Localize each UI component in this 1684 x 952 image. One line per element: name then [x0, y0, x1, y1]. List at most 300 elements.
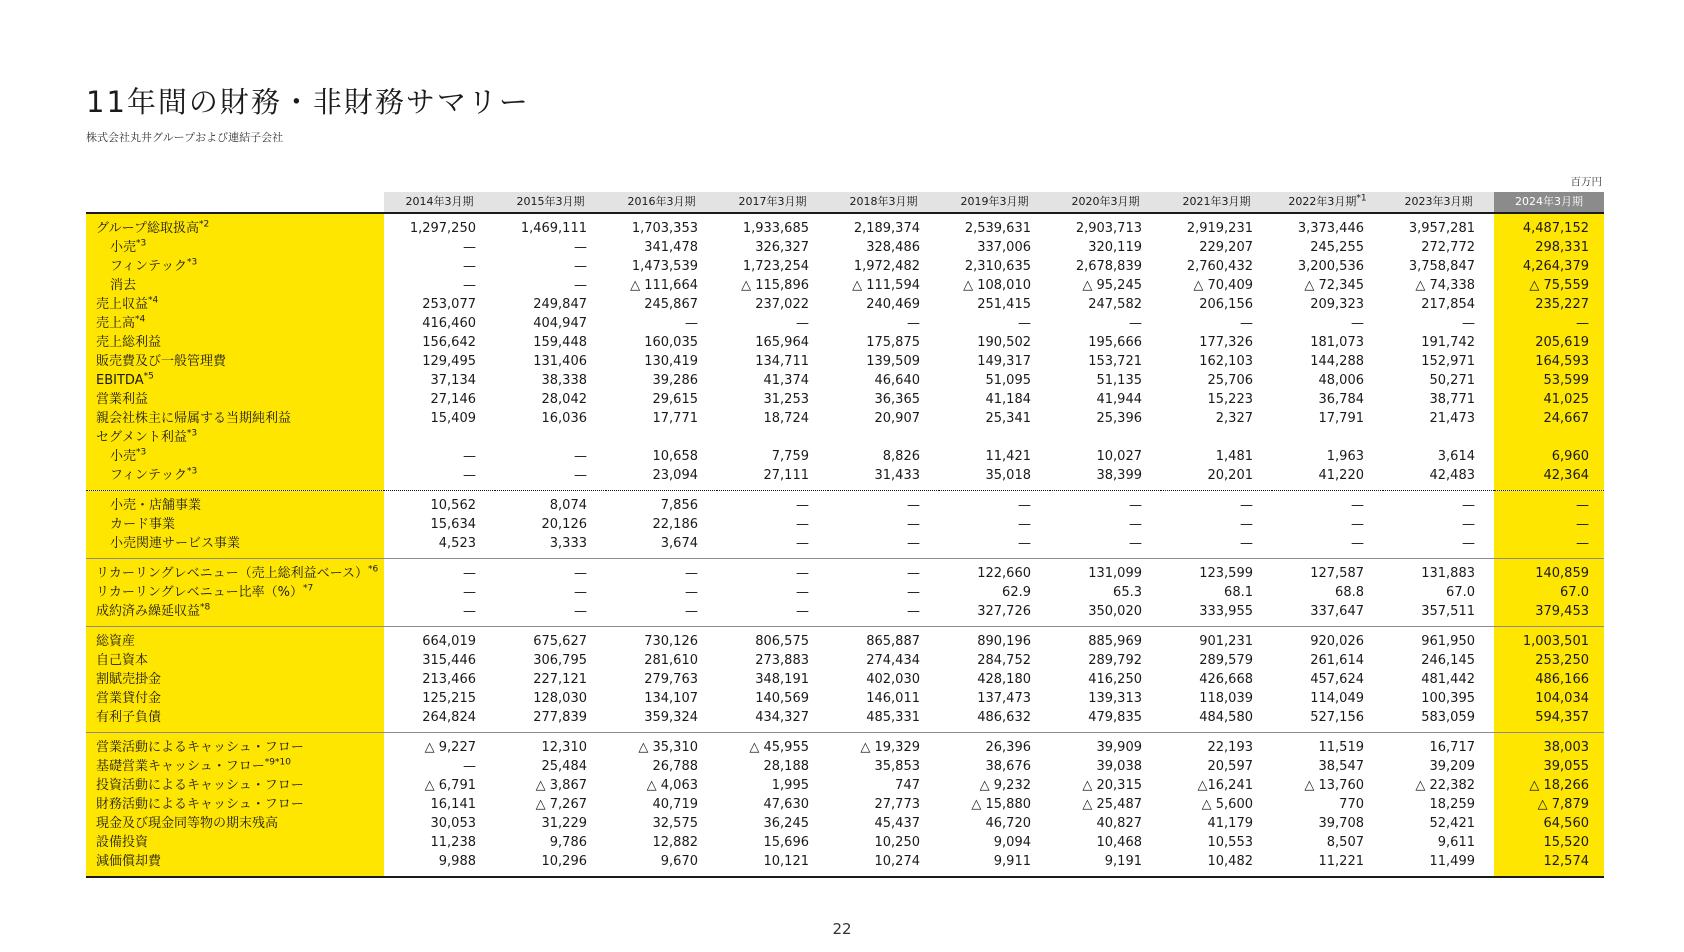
value-cell: 32,575 [652, 816, 698, 831]
row-label-text: リカーリングレベニュー比率（%） [96, 585, 303, 600]
value-cell: 11,421 [985, 449, 1031, 464]
table-row [86, 689, 1604, 708]
value-cell: — [1240, 316, 1253, 331]
spacer-cell [939, 871, 1050, 877]
footnote-mark: *5 [143, 371, 154, 382]
row-label-text: 総資産 [96, 634, 136, 649]
column-header-label: 2014年3月期 [405, 195, 474, 208]
spacer-cell [1050, 871, 1161, 877]
value-cell: 100,395 [1421, 691, 1475, 706]
value-cell: 359,324 [644, 710, 698, 725]
value-cell: 279,763 [644, 672, 698, 687]
value-cell: 35,853 [874, 759, 920, 774]
row-label [86, 534, 384, 553]
value-cell: 337,006 [977, 240, 1031, 255]
value-cell: 29,615 [652, 392, 698, 407]
value-cell: △ 72,345 [1304, 278, 1364, 293]
value-cell: 8,507 [1326, 835, 1364, 850]
row-label-text: 営業貸付金 [96, 691, 162, 706]
value-cell: 38,547 [1318, 759, 1364, 774]
value-cell: △ 75,559 [1494, 276, 1604, 295]
value-cell: — [796, 316, 809, 331]
value-cell: 247,582 [1088, 297, 1142, 312]
row-label-text: 小売 [110, 449, 137, 464]
value-cell: 134,107 [644, 691, 698, 706]
value-cell: 149,317 [977, 354, 1031, 369]
value-cell: — [796, 566, 809, 581]
value-cell: 249,847 [533, 297, 587, 312]
value-cell: 1,473,539 [631, 259, 698, 274]
value-cell: — [463, 585, 476, 600]
value-cell: 40,827 [1096, 816, 1142, 831]
column-header-3 [717, 192, 828, 213]
value-cell: 191,742 [1421, 335, 1475, 350]
value-cell: 28,188 [763, 759, 809, 774]
value-cell: — [907, 566, 920, 581]
value-cell: 11,499 [1429, 854, 1475, 869]
footnote-mark: *7 [302, 583, 314, 594]
table-row [86, 795, 1604, 814]
table-row [86, 814, 1604, 833]
value-cell: △ 7,879 [1494, 795, 1604, 814]
value-cell: — [574, 604, 587, 619]
value-cell: — [574, 566, 587, 581]
value-cell: 315,446 [422, 653, 476, 668]
value-cell: 10,296 [541, 854, 587, 869]
row-label [86, 219, 384, 238]
spacer-cell [828, 871, 939, 877]
row-label [86, 738, 384, 757]
value-cell: — [796, 498, 809, 513]
value-cell: — [796, 585, 809, 600]
table-row [86, 738, 1604, 757]
row-label-text: フィンテック [110, 259, 187, 274]
value-cell: 137,473 [977, 691, 1031, 706]
value-cell: 3,674 [660, 536, 698, 551]
row-label-text: 減価償却費 [96, 854, 162, 869]
value-cell [1494, 428, 1604, 447]
value-cell: 333,955 [1199, 604, 1253, 619]
value-cell: 11,519 [1318, 740, 1364, 755]
value-cell: △ 13,760 [1304, 778, 1364, 793]
value-cell: △ 74,338 [1415, 278, 1475, 293]
value-cell: 272,772 [1421, 240, 1475, 255]
footnote-mark: *3 [136, 447, 147, 458]
value-cell: △ 6,791 [424, 778, 476, 793]
table-row [86, 632, 1604, 651]
row-label-text: 営業利益 [96, 392, 149, 407]
value-cell: — [1129, 517, 1142, 532]
value-cell: 35,018 [985, 468, 1031, 483]
value-cell: 30,053 [430, 816, 476, 831]
value-cell: 50,271 [1429, 373, 1475, 388]
value-cell: 18,259 [1429, 797, 1475, 812]
company-subtitle: 株式会社丸井グループおよび連結子会社 [86, 131, 284, 144]
row-label-text: 財務活動によるキャッシュ・フロー [96, 797, 304, 812]
value-cell: 36,245 [763, 816, 809, 831]
value-cell: 38,003 [1494, 738, 1604, 757]
footnote-mark: *3 [136, 238, 147, 249]
value-cell: 3,758,847 [1408, 259, 1475, 274]
row-label-text: 売上高 [96, 316, 136, 331]
value-cell: 350,020 [1088, 604, 1142, 619]
value-cell: 486,166 [1494, 670, 1604, 689]
value-cell: 1,963 [1326, 449, 1364, 464]
value-cell: △ 15,880 [971, 797, 1031, 812]
value-cell: — [685, 604, 698, 619]
value-cell: 128,030 [533, 691, 587, 706]
value-cell: 118,039 [1199, 691, 1253, 706]
value-cell: 1,723,254 [742, 259, 809, 274]
value-cell: △ 115,896 [741, 278, 809, 293]
value-cell: 213,466 [422, 672, 476, 687]
table-row [86, 428, 1604, 447]
value-cell: 41,374 [763, 373, 809, 388]
value-cell: — [796, 604, 809, 619]
value-cell: 164,593 [1494, 352, 1604, 371]
value-cell: — [685, 585, 698, 600]
value-cell: 27,146 [430, 392, 476, 407]
row-label-text: 成約済み繰延収益 [96, 604, 201, 619]
value-cell: 130,419 [644, 354, 698, 369]
row-label [86, 409, 384, 428]
value-cell: 237,022 [755, 297, 809, 312]
value-cell: 2,310,635 [964, 259, 1031, 274]
value-cell: 22,186 [652, 517, 698, 532]
value-cell: — [1494, 534, 1604, 553]
value-cell: — [463, 449, 476, 464]
value-cell: 2,903,713 [1075, 221, 1142, 236]
value-cell: — [463, 259, 476, 274]
value-cell: 235,227 [1494, 295, 1604, 314]
row-label [86, 776, 384, 795]
value-cell: — [1018, 498, 1031, 513]
value-cell: 159,448 [533, 335, 587, 350]
table-row [86, 651, 1604, 670]
value-cell: 47,630 [763, 797, 809, 812]
table-row [86, 314, 1604, 333]
table-row [86, 295, 1604, 314]
value-cell: 3,373,446 [1297, 221, 1364, 236]
row-label-text: 営業活動によるキャッシュ・フロー [96, 740, 304, 755]
value-cell: 139,313 [1088, 691, 1142, 706]
value-cell: 484,580 [1199, 710, 1253, 725]
value-cell: — [685, 566, 698, 581]
value-cell: — [1129, 498, 1142, 513]
value-cell: 3,957,281 [1408, 221, 1475, 236]
column-header-0 [384, 192, 495, 213]
value-cell: 901,231 [1199, 634, 1253, 649]
value-cell: 46,640 [874, 373, 920, 388]
table-row [86, 708, 1604, 727]
table-row [86, 496, 1604, 515]
column-header-label: 2015年3月期 [516, 195, 585, 208]
spacer-cell [1383, 871, 1494, 877]
value-cell: — [463, 240, 476, 255]
row-label [86, 814, 384, 833]
table-row [86, 670, 1604, 689]
value-cell: 583,059 [1421, 710, 1475, 725]
table-row [86, 276, 1604, 295]
row-label [86, 352, 384, 371]
value-cell: △ 108,010 [963, 278, 1031, 293]
footnote-mark: *6 [367, 564, 379, 575]
value-cell: 2,189,374 [853, 221, 920, 236]
value-cell: 68.8 [1335, 585, 1364, 600]
value-cell: 129,495 [422, 354, 476, 369]
value-cell: 341,478 [644, 240, 698, 255]
footnote-mark: *8 [200, 602, 211, 613]
row-label [86, 447, 384, 466]
value-cell: 6,960 [1494, 447, 1604, 466]
value-cell: 15,223 [1207, 392, 1253, 407]
value-cell [495, 428, 606, 447]
row-label-text: 割賦売掛金 [96, 672, 162, 687]
value-cell: — [1462, 498, 1475, 513]
table-body [86, 213, 1604, 877]
footnote-mark: *4 [148, 295, 159, 306]
value-cell: — [907, 536, 920, 551]
page-title: 11年間の財務・非財務サマリー [86, 85, 530, 119]
value-cell: 1,972,482 [853, 259, 920, 274]
value-cell: 104,034 [1494, 689, 1604, 708]
value-cell: 1,003,501 [1494, 632, 1604, 651]
value-cell: — [463, 604, 476, 619]
value-cell: 274,434 [866, 653, 920, 668]
value-cell: 2,919,231 [1186, 221, 1253, 236]
value-cell: △ 95,245 [1082, 278, 1142, 293]
value-cell: 39,055 [1494, 757, 1604, 776]
spacer-cell [384, 871, 495, 877]
value-cell: 9,988 [438, 854, 476, 869]
value-cell: 2,327 [1215, 411, 1253, 426]
value-cell: 289,792 [1088, 653, 1142, 668]
value-cell: 21,473 [1429, 411, 1475, 426]
spacer-cell [717, 871, 828, 877]
footnote-mark: *2 [198, 219, 210, 230]
value-cell: — [907, 316, 920, 331]
value-cell: 1,933,685 [742, 221, 809, 236]
value-cell: 11,221 [1318, 854, 1364, 869]
value-cell: 175,875 [866, 335, 920, 350]
row-label [86, 689, 384, 708]
row-label [86, 257, 384, 276]
value-cell [1383, 428, 1494, 447]
value-cell: 20,126 [541, 517, 587, 532]
value-cell: 24,667 [1494, 409, 1604, 428]
value-cell: 65.3 [1113, 585, 1142, 600]
value-cell: 1,297,250 [409, 221, 476, 236]
value-cell: — [463, 759, 476, 774]
value-cell: 41,944 [1096, 392, 1142, 407]
spacer-cell [606, 871, 717, 877]
value-cell: 434,327 [755, 710, 809, 725]
value-cell: 357,511 [1421, 604, 1475, 619]
value-cell: 15,696 [763, 835, 809, 850]
value-cell: 320,119 [1088, 240, 1142, 255]
value-cell: 39,209 [1429, 759, 1475, 774]
value-cell: 1,995 [771, 778, 809, 793]
row-label [86, 833, 384, 852]
column-header-label: 2020年3月期 [1071, 195, 1140, 208]
value-cell: — [1018, 536, 1031, 551]
value-cell: — [907, 517, 920, 532]
row-label [86, 564, 384, 583]
value-cell: 31,253 [763, 392, 809, 407]
value-cell: 217,854 [1421, 297, 1475, 312]
value-cell: 25,484 [541, 759, 587, 774]
value-cell: — [1018, 517, 1031, 532]
value-cell: 428,180 [977, 672, 1031, 687]
value-cell: 806,575 [755, 634, 809, 649]
value-cell: 28,042 [541, 392, 587, 407]
value-cell: 10,658 [652, 449, 698, 464]
value-cell: 284,752 [977, 653, 1031, 668]
value-cell: 123,599 [1199, 566, 1253, 581]
value-cell: 26,788 [652, 759, 698, 774]
row-label-text: 投資活動によるキャッシュ・フロー [96, 778, 304, 793]
column-header-7 [1161, 192, 1272, 213]
value-cell: 139,509 [866, 354, 920, 369]
value-cell: △ 22,382 [1415, 778, 1475, 793]
column-header-4 [828, 192, 939, 213]
value-cell: 328,486 [866, 240, 920, 255]
value-cell: 416,250 [1088, 672, 1142, 687]
value-cell: 9,611 [1437, 835, 1475, 850]
value-cell: △ 7,267 [535, 797, 587, 812]
financial-summary-table [86, 192, 1604, 878]
row-label-text: 販売費及び一般管理費 [96, 354, 227, 369]
value-cell: — [907, 498, 920, 513]
value-cell: — [1129, 536, 1142, 551]
value-cell: — [574, 585, 587, 600]
value-cell: 4,523 [438, 536, 476, 551]
value-cell: — [1351, 316, 1364, 331]
row-label-text: 基礎営業キャッシュ・フロー [96, 759, 265, 774]
value-cell: 675,627 [533, 634, 587, 649]
value-cell: △ 20,315 [1082, 778, 1142, 793]
column-header-8 [1272, 192, 1383, 213]
value-cell: 195,666 [1088, 335, 1142, 350]
value-cell: 961,950 [1421, 634, 1475, 649]
row-label-text: グループ総取扱高 [96, 221, 199, 236]
row-label [86, 428, 384, 447]
value-cell: 16,141 [430, 797, 476, 812]
header-blank-cell [86, 192, 384, 213]
value-cell: 527,156 [1310, 710, 1364, 725]
value-cell: 8,074 [549, 498, 587, 513]
page-number: 22 [832, 920, 852, 938]
value-cell: 12,310 [541, 740, 587, 755]
value-cell: 67.0 [1494, 583, 1604, 602]
column-header-9 [1383, 192, 1494, 213]
value-cell: — [574, 278, 587, 293]
value-cell: 264,824 [422, 710, 476, 725]
value-cell: 12,574 [1494, 852, 1604, 871]
row-label [86, 852, 384, 871]
value-cell: 10,121 [763, 854, 809, 869]
value-cell: 20,597 [1207, 759, 1253, 774]
value-cell: 190,502 [977, 335, 1031, 350]
row-label [86, 496, 384, 515]
value-cell: 9,911 [993, 854, 1031, 869]
table-row [86, 564, 1604, 583]
value-cell: 1,469,111 [520, 221, 587, 236]
row-label-text: 現金及び現金同等物の期末残高 [96, 816, 279, 831]
row-label [86, 390, 384, 409]
value-cell: 209,323 [1310, 297, 1364, 312]
row-label-text: カード事業 [110, 517, 176, 532]
value-cell: — [796, 517, 809, 532]
value-cell: 23,094 [652, 468, 698, 483]
value-cell: — [1351, 536, 1364, 551]
value-cell: 10,562 [430, 498, 476, 513]
value-cell: 38,676 [985, 759, 1031, 774]
column-header-2 [606, 192, 717, 213]
value-cell: 36,784 [1318, 392, 1364, 407]
value-cell: 3,333 [549, 536, 587, 551]
value-cell: 253,250 [1494, 651, 1604, 670]
column-header-1 [495, 192, 606, 213]
row-label [86, 276, 384, 295]
row-label [86, 708, 384, 727]
value-cell: 920,026 [1310, 634, 1364, 649]
value-cell: 181,073 [1310, 335, 1364, 350]
value-cell: — [574, 449, 587, 464]
value-cell: — [907, 604, 920, 619]
value-cell: 20,907 [874, 411, 920, 426]
value-cell: 36,365 [874, 392, 920, 407]
value-cell: 131,406 [533, 354, 587, 369]
row-label-text: リカーリングレベニュー（売上総利益ベース） [96, 566, 368, 581]
value-cell: 245,867 [644, 297, 698, 312]
value-cell: 7,759 [771, 449, 809, 464]
value-cell: 240,469 [866, 297, 920, 312]
value-cell: 125,215 [422, 691, 476, 706]
value-cell: 327,726 [977, 604, 1031, 619]
value-cell: 10,482 [1207, 854, 1253, 869]
value-cell: 890,196 [977, 634, 1031, 649]
value-cell: 16,036 [541, 411, 587, 426]
footnote-mark: *3 [186, 466, 198, 477]
value-cell: 10,553 [1207, 835, 1253, 850]
value-cell: △16,241 [1197, 778, 1253, 793]
value-cell: 160,035 [644, 335, 698, 350]
value-cell: △ 18,266 [1494, 776, 1604, 795]
value-cell: 153,721 [1088, 354, 1142, 369]
value-cell: △ 3,867 [535, 778, 587, 793]
value-cell: 15,409 [430, 411, 476, 426]
value-cell: 227,121 [533, 672, 587, 687]
value-cell: 229,207 [1199, 240, 1253, 255]
value-cell: 31,433 [874, 468, 920, 483]
value-cell: 205,619 [1494, 333, 1604, 352]
row-label [86, 314, 384, 333]
row-label-text: 売上総利益 [96, 335, 162, 350]
value-cell: — [1351, 517, 1364, 532]
value-cell: 15,634 [430, 517, 476, 532]
table-row [86, 602, 1604, 621]
spacer-cell [1494, 871, 1604, 877]
value-cell: 416,460 [422, 316, 476, 331]
row-label [86, 602, 384, 621]
value-cell: 2,678,839 [1075, 259, 1142, 274]
value-cell: 67.0 [1446, 585, 1475, 600]
table-row [86, 447, 1604, 466]
row-label-text: EBITDA [96, 373, 144, 388]
value-cell: 245,255 [1310, 240, 1364, 255]
value-cell: 134,711 [755, 354, 809, 369]
